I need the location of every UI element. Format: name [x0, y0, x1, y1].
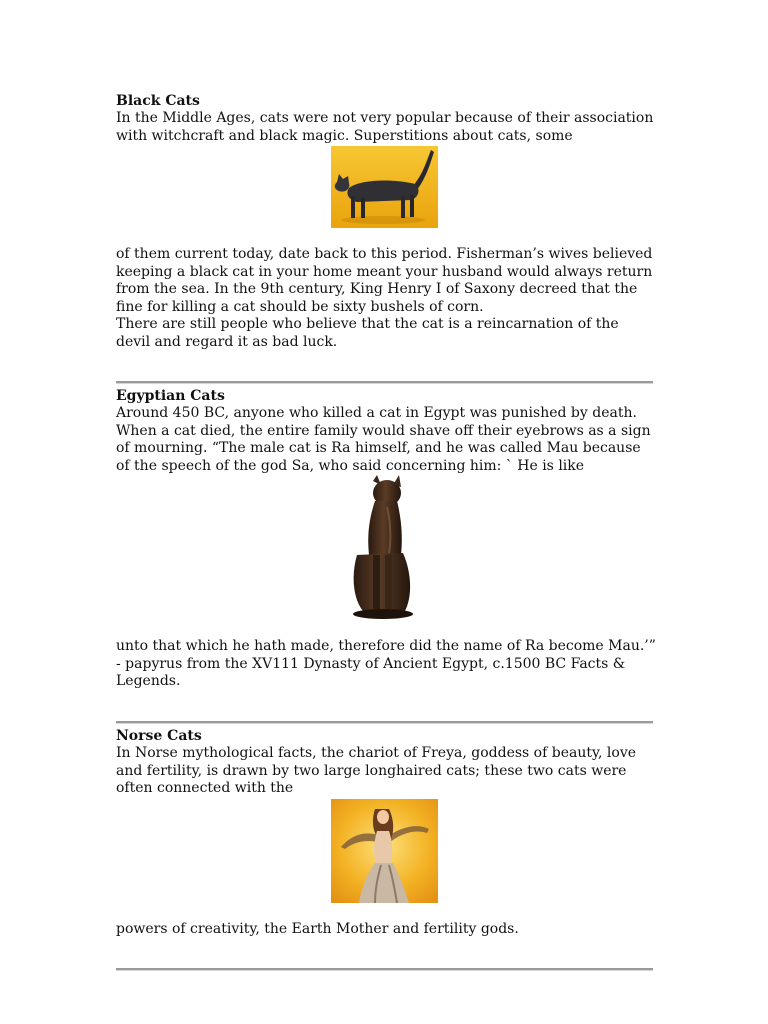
section-norse-cats [116, 727, 656, 798]
paragraph: of them current today, date back to this period. Fisherman’s wives believed keeping a black cat in your home meant your husband would always return from the sea. In the 9th century, King Henry I of Saxony decreed that the fine for killing a cat should be sixty bushels of corn. [116, 246, 653, 315]
section-heading: Egyptian Cats [116, 388, 225, 404]
section-norse-cats-continued [116, 921, 656, 939]
paragraph: Around 450 BC, anyone who killed a cat in Egypt was punished by death. When a cat died, the entire family would shave off their eyebrows as a sign of mourning. “The male cat is Ra himself, and he was called Mau because of the speech of the god Sa, who said concerning him: ` He is like [116, 405, 651, 474]
egyptian-cat-statue-icon [347, 475, 419, 620]
section-heading: Norse Cats [116, 728, 202, 744]
black-cat-image [331, 146, 438, 228]
black-cat-icon [331, 146, 438, 228]
horizontal-divider [116, 968, 653, 971]
paragraph: powers of creativity, the Earth Mother and fertility gods. [116, 921, 519, 937]
horizontal-divider [116, 381, 653, 384]
egyptian-cat-image [347, 475, 419, 620]
paragraph: In Norse mythological facts, the chariot of Freya, goddess of beauty, love and fertility, is drawn by two large longhaired cats; these two cats were often connected with the [116, 745, 637, 797]
paragraph: There are still people who believe that the cat is a reincarnation of the devil and regard it as bad luck. [116, 316, 619, 350]
section-egyptian-cats-continued [116, 638, 656, 691]
norse-goddess-image [331, 799, 438, 903]
section-black-cats-continued [116, 246, 656, 352]
section-black-cats [116, 92, 656, 145]
paragraph: unto that which he hath made, therefore did the name of Ra become Mau.’” - papyrus from the XV111 Dynasty of Ancient Egypt, c.1500 BC Facts & Legends. [116, 638, 656, 690]
section-heading: Black Cats [116, 93, 200, 109]
horizontal-divider [116, 721, 653, 724]
paragraph: In the Middle Ages, cats were not very popular because of their association with witchcraft and black magic. Superstitions about cats, some [116, 110, 654, 144]
section-egyptian-cats [116, 387, 656, 475]
freya-goddess-icon [331, 799, 438, 903]
